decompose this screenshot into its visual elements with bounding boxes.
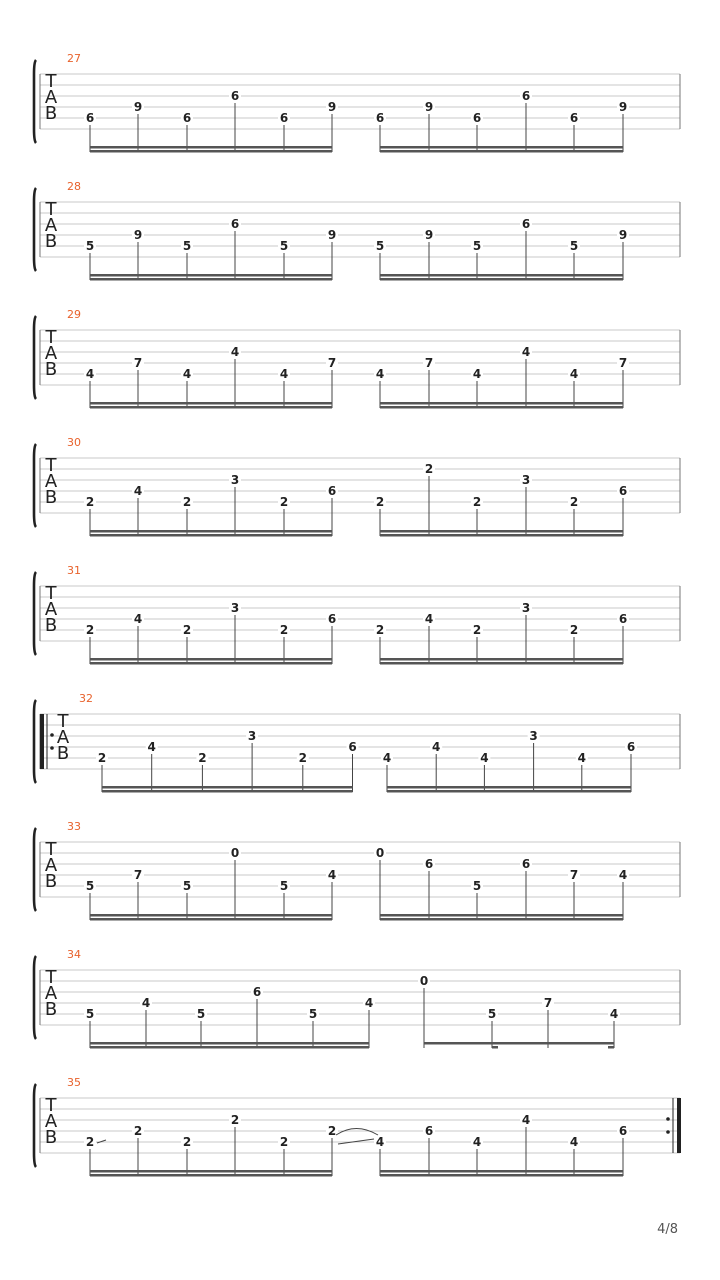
fret-number: 6 [279, 111, 289, 125]
fret-number: 6 [521, 217, 531, 231]
beam-primary [90, 1170, 332, 1173]
fret-number: 6 [424, 1124, 434, 1138]
fret-number: 9 [424, 100, 434, 114]
system-bracket [34, 60, 36, 143]
tab-clef-letter: T [57, 711, 69, 732]
fret-number: 3 [247, 729, 257, 743]
beam-secondary [380, 150, 623, 153]
fret-number: 4 [424, 612, 434, 626]
fret-number: 4 [327, 868, 337, 882]
tab-clef-letter: A [44, 87, 58, 108]
fret-number: 5 [182, 879, 192, 893]
measure-number: 27 [67, 52, 81, 65]
beam-primary [90, 274, 332, 277]
tab-clef-letter: T [45, 455, 57, 476]
beam-primary [380, 530, 623, 533]
beam-secondary [380, 918, 623, 921]
fret-number: 7 [327, 356, 337, 370]
tab-system-34 [34, 948, 680, 1049]
fret-number: 4 [569, 367, 579, 381]
fret-number: 2 [182, 495, 192, 509]
fret-number: 4 [279, 367, 289, 381]
fret-number: 5 [569, 239, 579, 253]
tab-system-35 [34, 1076, 681, 1177]
fret-number: 5 [472, 239, 482, 253]
tab-clef-letter: B [44, 615, 58, 636]
system-bracket [34, 828, 36, 911]
fret-number: 2 [85, 1135, 95, 1149]
beam-primary [102, 786, 353, 789]
fret-number: 2 [375, 495, 385, 509]
fret-number: 2 [472, 623, 482, 637]
fret-number: 2 [569, 623, 579, 637]
tab-clef-letter: B [44, 999, 58, 1020]
measure-number: 28 [67, 180, 81, 193]
tab-system-33 [34, 820, 680, 921]
system-bracket [34, 316, 36, 399]
fret-number: 6 [618, 612, 628, 626]
fret-number: 0 [230, 846, 240, 860]
fret-number: 5 [85, 1007, 95, 1021]
fret-number: 2 [279, 1135, 289, 1149]
beam-secondary [90, 1174, 332, 1177]
fret-number: 4 [375, 1135, 385, 1149]
fret-number: 5 [375, 239, 385, 253]
measure-number: 32 [79, 692, 93, 705]
fret-number: 5 [85, 239, 95, 253]
fret-number: 6 [569, 111, 579, 125]
fret-number: 4 [609, 1007, 619, 1021]
tab-clef-letter: T [45, 327, 57, 348]
fret-number: 9 [618, 228, 628, 242]
repeat-dot [50, 746, 54, 750]
tab-clef-letter: B [56, 743, 70, 764]
fret-number: 2 [569, 495, 579, 509]
fret-number: 7 [543, 996, 553, 1010]
beam-primary [380, 914, 623, 917]
fret-number: 4 [182, 367, 192, 381]
beam-secondary [380, 406, 623, 409]
tab-clef-letter: A [56, 727, 70, 748]
fret-number: 9 [327, 228, 337, 242]
tab-clef-letter: B [44, 231, 58, 252]
fret-number: 5 [308, 1007, 318, 1021]
fret-number: 4 [375, 367, 385, 381]
beam-secondary [90, 662, 332, 665]
beam-primary [424, 1042, 614, 1045]
tab-clef-letter: T [45, 71, 57, 92]
fret-number: 7 [569, 868, 579, 882]
repeat-end-thick-bar [677, 1098, 681, 1153]
fret-number: 2 [424, 462, 434, 476]
fret-number: 0 [375, 846, 385, 860]
fret-number: 9 [133, 228, 143, 242]
fret-number: 2 [230, 1113, 240, 1127]
fret-number: 3 [529, 729, 538, 743]
measure-number: 34 [67, 948, 81, 961]
beam-secondary [380, 278, 623, 281]
tab-clef-letter: B [44, 871, 58, 892]
fret-number: 2 [198, 751, 207, 765]
fret-number: 2 [85, 495, 95, 509]
fret-number: 6 [348, 740, 357, 754]
beam-secondary [380, 1174, 623, 1177]
fret-number: 6 [182, 111, 192, 125]
fret-number: 6 [626, 740, 636, 754]
beam-primary [387, 786, 631, 789]
tab-system-32 [34, 692, 680, 793]
repeat-dot [50, 733, 54, 737]
tab-clef-letter: A [44, 471, 58, 492]
fret-number: 4 [85, 367, 95, 381]
fret-number: 2 [97, 751, 107, 765]
tab-clef-letter: A [44, 1111, 58, 1132]
beam-secondary [90, 150, 332, 153]
fret-number: 6 [618, 1124, 628, 1138]
beam-secondary [90, 918, 332, 921]
beam-secondary [90, 534, 332, 537]
fret-number: 4 [569, 1135, 579, 1149]
fret-number: 5 [472, 879, 482, 893]
fret-number: 4 [133, 484, 143, 498]
tab-clef-letter: B [44, 487, 58, 508]
system-bracket [34, 188, 36, 271]
beam-primary [90, 914, 332, 917]
measure-number: 33 [67, 820, 81, 833]
fret-number: 4 [364, 996, 374, 1010]
beam-stub [492, 1046, 498, 1049]
fret-number: 5 [196, 1007, 206, 1021]
beam-stub [608, 1046, 614, 1049]
fret-number: 6 [230, 89, 240, 103]
fret-number: 5 [279, 879, 289, 893]
fret-number: 9 [618, 100, 628, 114]
fret-number: 4 [432, 740, 441, 754]
beam-primary [90, 658, 332, 661]
system-bracket [34, 444, 36, 527]
tab-clef-letter: B [44, 359, 58, 380]
fret-number: 2 [472, 495, 482, 509]
beam-primary [90, 1042, 369, 1045]
fret-number: 4 [618, 868, 628, 882]
fret-number: 3 [521, 601, 531, 615]
fret-number: 2 [85, 623, 95, 637]
tab-system-31 [34, 564, 680, 665]
fret-number: 4 [133, 612, 143, 626]
beam-primary [90, 402, 332, 405]
fret-number: 9 [327, 100, 337, 114]
measure-number: 29 [67, 308, 81, 321]
tab-clef-letter: T [45, 967, 57, 988]
system-bracket [34, 956, 36, 1039]
fret-number: 4 [382, 751, 392, 765]
tab-system-29 [34, 308, 680, 409]
system-bracket [34, 700, 36, 783]
beam-primary [90, 146, 332, 149]
fret-number: 3 [521, 473, 531, 487]
tab-clef-letter: B [44, 103, 58, 124]
fret-number: 6 [472, 111, 482, 125]
fret-number: 4 [480, 751, 489, 765]
tab-clef-letter: A [44, 215, 58, 236]
beam-primary [380, 658, 623, 661]
fret-number: 4 [472, 1135, 482, 1149]
beam-secondary [102, 790, 353, 793]
fret-number: 4 [141, 996, 151, 1010]
fret-number: 4 [472, 367, 482, 381]
tab-clef-letter: A [44, 343, 58, 364]
tab-clef-letter: T [45, 1095, 57, 1116]
fret-number: 6 [521, 89, 531, 103]
fret-number: 4 [230, 345, 240, 359]
fret-number: 9 [133, 100, 143, 114]
fret-number: 5 [85, 879, 95, 893]
tab-system-27 [34, 52, 680, 153]
fret-number: 3 [230, 601, 240, 615]
fret-number: 7 [424, 356, 434, 370]
fret-number: 6 [618, 484, 628, 498]
fret-number: 2 [182, 623, 192, 637]
fret-number: 2 [298, 751, 307, 765]
beam-primary [380, 402, 623, 405]
tab-clef-letter: A [44, 983, 58, 1004]
fret-number: 7 [618, 356, 628, 370]
fret-number: 5 [279, 239, 289, 253]
fret-number: 7 [133, 356, 143, 370]
fret-number: 2 [375, 623, 385, 637]
beam-secondary [90, 406, 332, 409]
fret-number: 2 [182, 1135, 192, 1149]
beam-primary [380, 1170, 623, 1173]
fret-number: 6 [424, 857, 434, 871]
tab-clef-letter: T [45, 583, 57, 604]
tab-clef-letter: T [45, 199, 57, 220]
tab-system-30 [34, 436, 680, 537]
system-bracket [34, 1084, 36, 1167]
measure-number: 31 [67, 564, 81, 577]
tab-clef-letter: A [44, 599, 58, 620]
fret-number: 2 [133, 1124, 143, 1138]
tab-clef-letter: T [45, 839, 57, 860]
slur-mark [336, 1129, 378, 1136]
system-bracket [34, 572, 36, 655]
fret-number: 6 [327, 484, 337, 498]
fret-number: 3 [230, 473, 240, 487]
fret-number: 6 [521, 857, 531, 871]
measure-number: 35 [67, 1076, 81, 1089]
repeat-dot [666, 1130, 670, 1134]
fret-number: 4 [147, 740, 156, 754]
beam-secondary [380, 662, 623, 665]
tab-clef-letter: B [44, 1127, 58, 1148]
fret-number: 2 [327, 1124, 337, 1138]
fret-number: 4 [521, 1113, 531, 1127]
beam-secondary [90, 1046, 369, 1049]
repeat-dot [666, 1117, 670, 1121]
fret-number: 6 [327, 612, 337, 626]
beam-primary [380, 274, 623, 277]
repeat-start-thick-bar [40, 714, 44, 769]
fret-number: 2 [279, 495, 289, 509]
fret-number: 7 [133, 868, 143, 882]
fret-number: 4 [521, 345, 531, 359]
beam-secondary [380, 534, 623, 537]
fret-number: 9 [424, 228, 434, 242]
beam-secondary [90, 278, 332, 281]
fret-number: 6 [375, 111, 385, 125]
fret-number: 0 [419, 974, 429, 988]
tab-clef-letter: A [44, 855, 58, 876]
page-number: 4/8 [657, 1222, 678, 1237]
fret-number: 4 [577, 751, 586, 765]
measure-number: 30 [67, 436, 81, 449]
fret-number: 5 [487, 1007, 497, 1021]
beam-primary [90, 530, 332, 533]
fret-number: 2 [279, 623, 289, 637]
fret-number: 6 [230, 217, 240, 231]
fret-number: 6 [252, 985, 262, 999]
tab-system-28 [34, 180, 680, 281]
beam-primary [380, 146, 623, 149]
fret-number: 6 [85, 111, 95, 125]
fret-number: 5 [182, 239, 192, 253]
beam-secondary [387, 790, 631, 793]
